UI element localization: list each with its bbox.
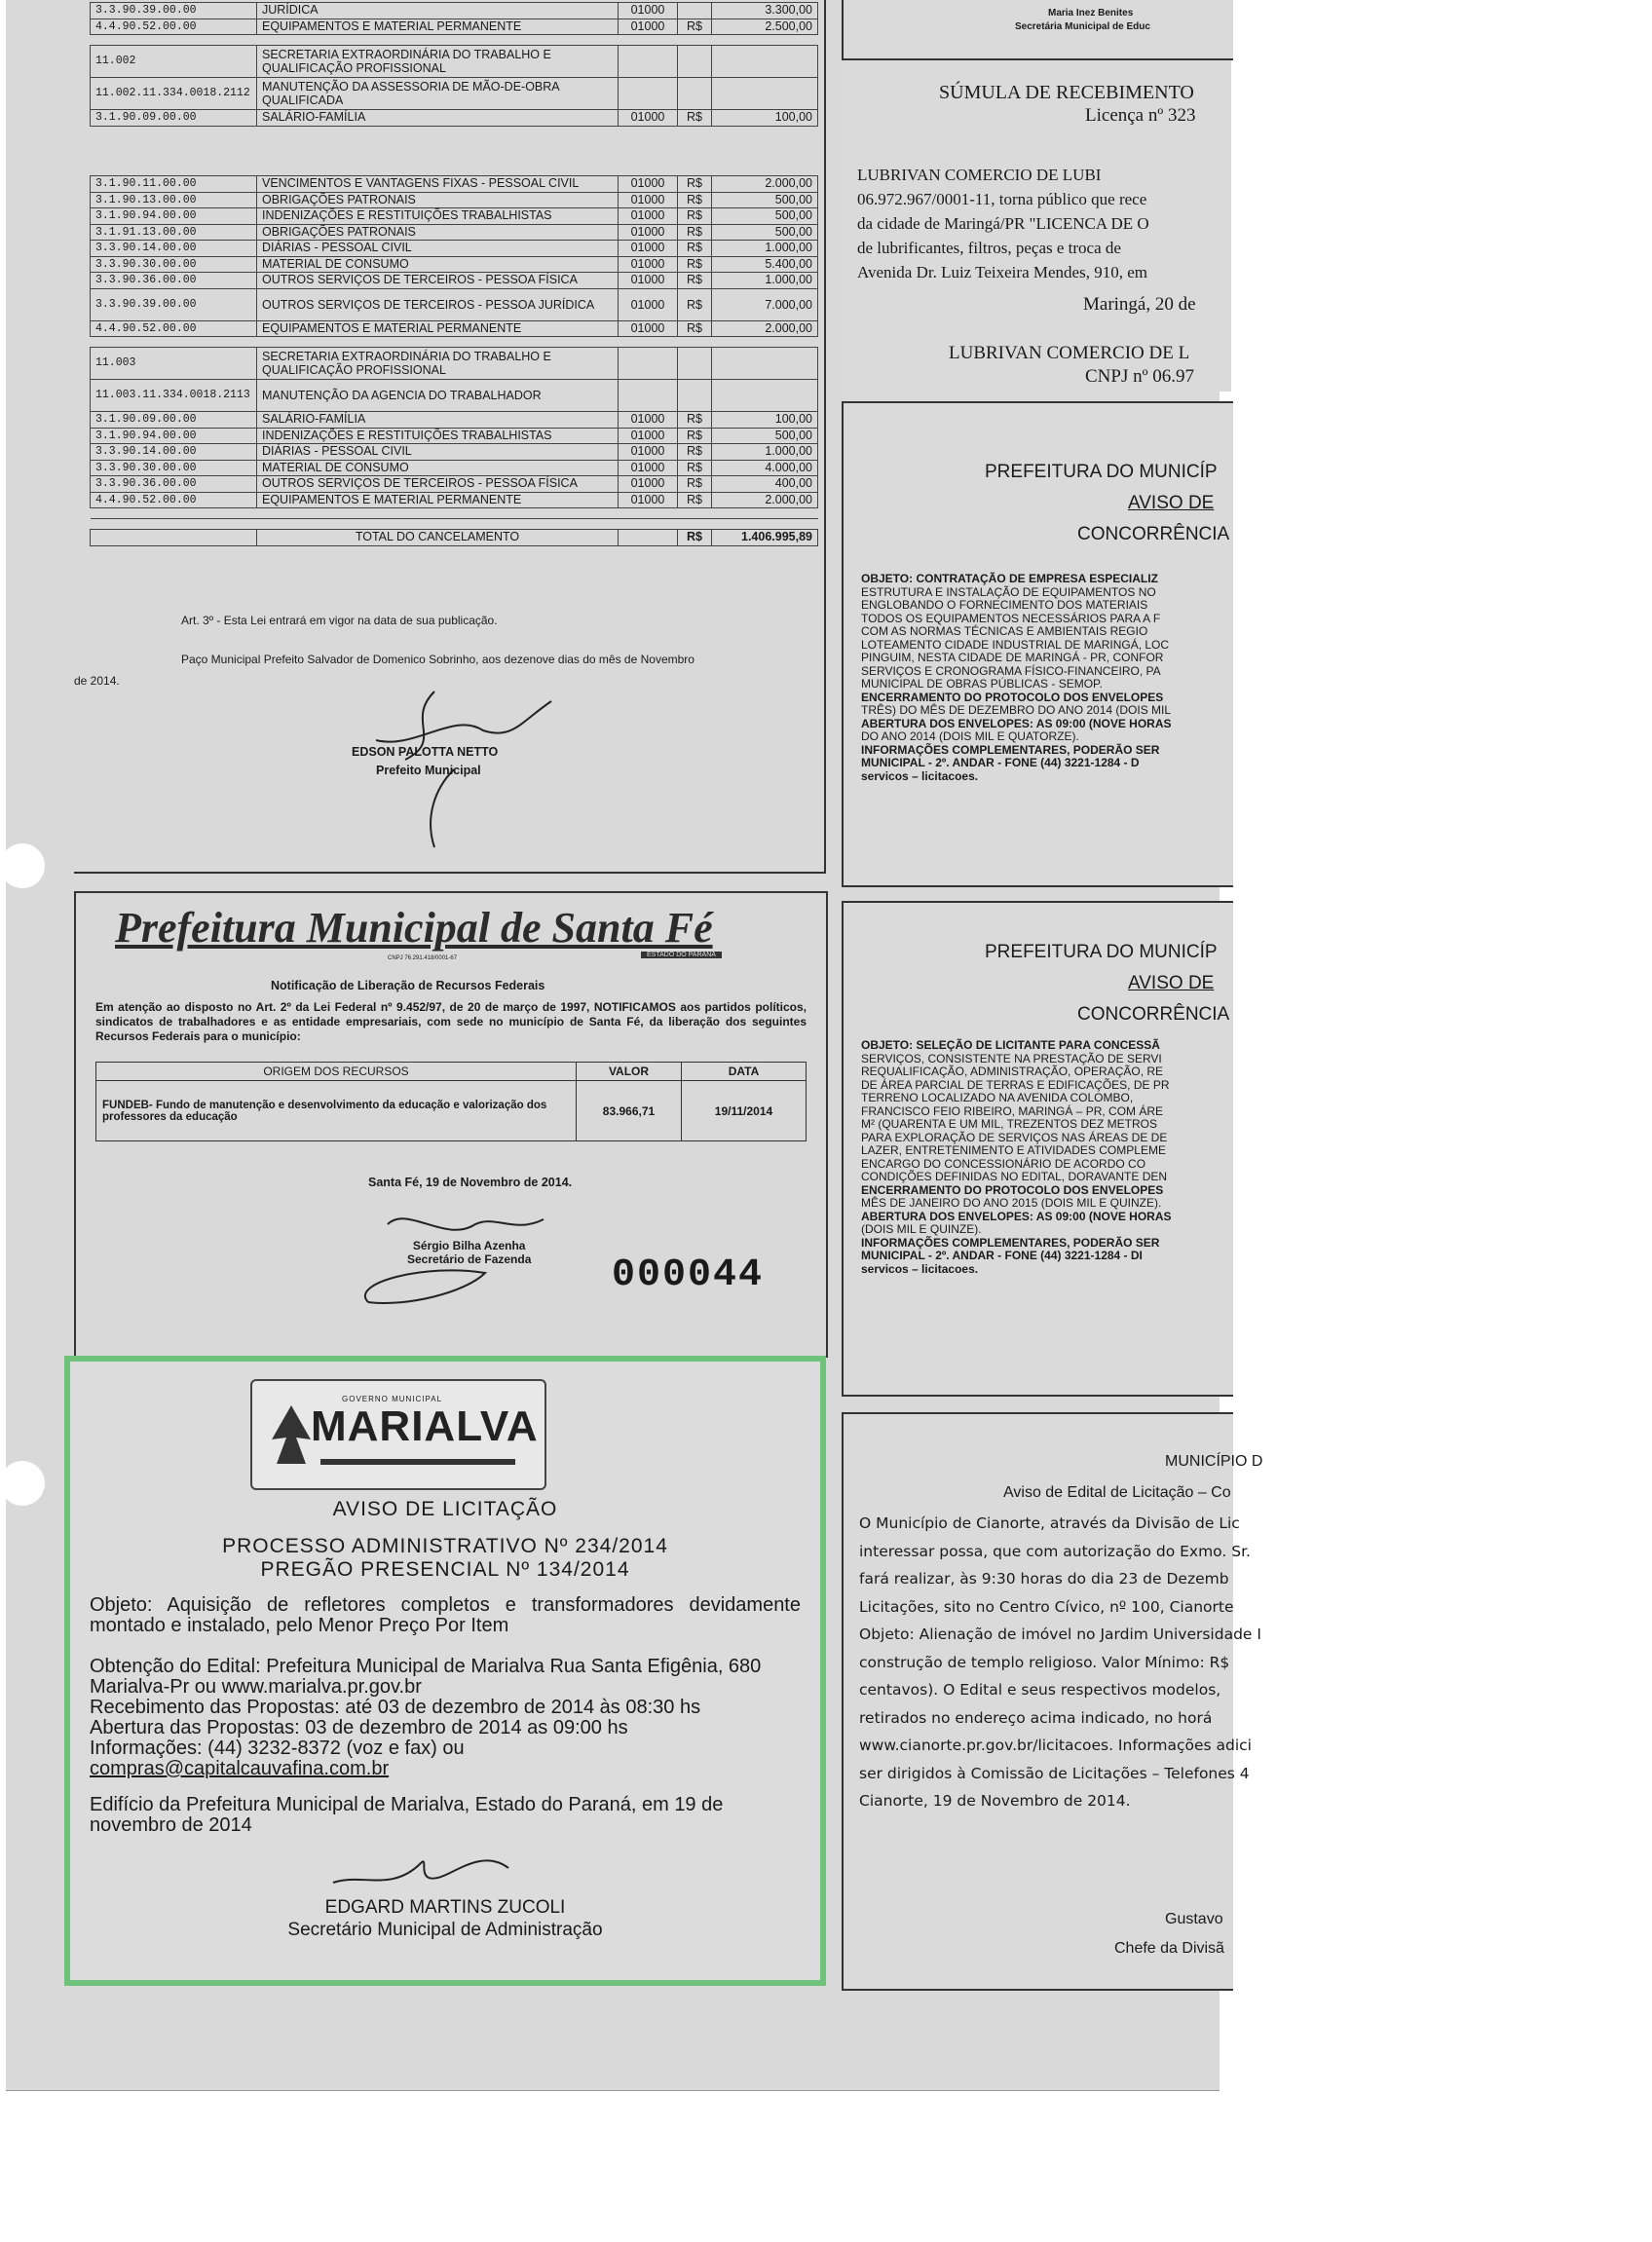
- currency: R$: [678, 19, 712, 35]
- sumula-license: Licença nº 323: [1085, 105, 1196, 126]
- currency: R$: [678, 256, 712, 273]
- value-cell: 83.966,71: [577, 1081, 682, 1141]
- text-line: OBJETO: CONTRATAÇÃO DE EMPRESA ESPECIALIZ: [861, 572, 1158, 585]
- text-line: REQUALIFICAÇÃO, ADMINISTRAÇÃO, OPERAÇÃO, RE: [861, 1065, 1164, 1078]
- source: 01000: [619, 273, 678, 289]
- currency: R$: [678, 460, 712, 476]
- currency: [678, 3, 712, 19]
- text-line: ENCERRAMENTO DO PROTOCOLO DOS ENVELOPES: [861, 690, 1164, 704]
- amount: 500,00: [712, 428, 818, 444]
- account-code: 3.1.90.09.00.00: [91, 412, 257, 429]
- text-line: INFORMAÇÕES COMPLEMENTARES, PODERÃO SER: [861, 1235, 1160, 1250]
- amount: 2.500,00: [712, 19, 818, 35]
- amount: 2.000,00: [712, 176, 818, 193]
- box2-title: PREFEITURA DO MUNICÍP: [985, 942, 1218, 962]
- box3-role: Chefe da Divisã: [1114, 1940, 1224, 1957]
- section-row: [91, 46, 818, 78]
- santa-fe-title: Prefeitura Municipal de Santa Fé: [115, 904, 713, 952]
- source: 01000: [619, 476, 678, 493]
- text-line: www.cianorte.pr.gov.br/licitacoes. Informações adici: [859, 1737, 1252, 1754]
- table-row: [91, 224, 818, 241]
- text-line: Licitações, sito no Centro Cívico, nº 100, Cianorte: [859, 1597, 1234, 1616]
- amount: 2.000,00: [712, 320, 818, 337]
- mayor-name: EDSON PALOTTA NETTO: [352, 745, 499, 759]
- amount: 500,00: [712, 224, 818, 241]
- sumula-company: LUBRIVAN COMERCIO DE L: [949, 343, 1190, 363]
- punch-hole: [0, 843, 45, 888]
- currency: R$: [678, 492, 712, 508]
- amount: 5.400,00: [712, 256, 818, 273]
- zucoli-signature: [323, 1844, 518, 1902]
- source: 01000: [619, 444, 678, 461]
- notice-email[interactable]: compras@capitalcauvafina.com.br: [90, 1758, 390, 1779]
- text-line: MUNICIPAL - 2º. ANDAR - FONE (44) 3221-1284 - DI: [861, 1249, 1143, 1262]
- notice-closing: Edifício da Prefeitura Municipal de Marialva, Estado do Paraná, em 19 de novembro de 2014: [90, 1794, 724, 1836]
- account-code: 3.3.90.14.00.00: [91, 241, 257, 257]
- text-line: fará realizar, às 9:30 horas do dia 23 de Dezemb: [859, 1570, 1229, 1588]
- notice-abertura: Abertura das Propostas: 03 de dezembro de 2014 as 09:00 hs: [90, 1717, 628, 1738]
- account-code: 4.4.90.52.00.00: [91, 492, 257, 508]
- text-line: Objeto: Alienação de imóvel no Jardim Universidade I: [859, 1625, 1261, 1643]
- description: OBRIGAÇÕES PATRONAIS: [257, 192, 619, 208]
- total-value: 1.406.995,89: [712, 530, 818, 546]
- currency: R$: [678, 320, 712, 337]
- description: SALÁRIO-FAMÍLIA: [257, 110, 619, 127]
- account-code: 3.1.90.09.00.00: [91, 110, 257, 127]
- description: VENCIMENTOS E VANTAGENS FIXAS - PESSOAL CIVIL: [257, 176, 619, 193]
- currency: R$: [678, 241, 712, 257]
- text-line: INFORMAÇÕES COMPLEMENTARES, PODERÃO SER: [861, 742, 1160, 757]
- notice-heading: AVISO DE LICITAÇÃO: [332, 1498, 558, 1520]
- col-date-header: DATA: [682, 1063, 807, 1081]
- text-line: M² (QUARENTA E UM MIL, TREZENTOS DEZ METROS: [861, 1117, 1158, 1131]
- text-line: TERRENO LOCALIZADO NA AVENIDA COLOMBO,: [861, 1091, 1134, 1104]
- col-origin-header: ORIGEM DOS RECURSOS: [96, 1063, 577, 1081]
- table-row: [91, 256, 818, 273]
- scanned-page: [6, 0, 1263, 2091]
- box2-aviso: AVISO DE: [1128, 973, 1215, 993]
- description: EQUIPAMENTOS E MATERIAL PERMANENTE: [257, 19, 619, 35]
- amount: 500,00: [712, 208, 818, 225]
- text-line: O Município de Cianorte, através da Divisão de Lic: [859, 1514, 1240, 1532]
- text-line: ENCERRAMENTO DO PROTOCOLO DOS ENVELOPES: [861, 1182, 1164, 1197]
- page-number: 000044: [612, 1253, 765, 1297]
- currency: R$: [678, 428, 712, 444]
- account-code: 3.3.90.36.00.00: [91, 476, 257, 493]
- text-line: MUNICIPAL DE OBRAS PÚBLICAS - SEMOP.: [861, 677, 1103, 691]
- table-row: [91, 3, 818, 19]
- text-line: COM AS NORMAS TÉCNICAS E AMBIENTAIS REGIO: [861, 624, 1148, 638]
- section-code: 11.003.11.334.0018.2113: [91, 380, 257, 412]
- text-line: interessar possa, que com autorização do Exmo. Sr.: [859, 1542, 1251, 1560]
- top-sig-name: Maria Inez Benites: [1048, 8, 1134, 19]
- text-line: LOTEAMENTO CIDADE INDUSTRIAL DE MARINGÁ, LOC: [861, 637, 1170, 652]
- process-number: PROCESSO ADMINISTRATIVO Nº 234/2014: [222, 1535, 668, 1557]
- zucoli-name: EDGARD MARTINS ZUCOLI: [324, 1897, 566, 1918]
- santa-fe-date: Santa Fé, 19 de Novembro de 2014.: [368, 1176, 573, 1189]
- source: 01000: [619, 288, 678, 320]
- box3-title: MUNICÍPIO D: [1165, 1453, 1263, 1470]
- text-line: ABERTURA DOS ENVELOPES: AS 09:00 (NOVE HORAS: [861, 1209, 1172, 1223]
- notice-object: Objeto: Aquisição de refletores completos e transformadores devidamente montado e instalado, pelo Menor Preço Por Item: [90, 1594, 801, 1636]
- currency: R$: [678, 288, 712, 320]
- text-line: PINGUIM, NESTA CIDADE DE MARINGÁ - PR, CONFOR: [861, 651, 1164, 664]
- article-3-text: Art. 3º - Esta Lei entrará em vigor na data de sua publicação.: [181, 614, 498, 627]
- amount: 4.000,00: [712, 460, 818, 476]
- text-line: SERVIÇOS E CRONOGRAMA FÍSICO-FINANCEIRO, PA: [861, 663, 1161, 678]
- table-row: [91, 412, 818, 429]
- table-row: [91, 176, 818, 193]
- box3-signer: Gustavo: [1165, 1911, 1223, 1927]
- state-tag: ESTADO DO PARANÁ: [641, 952, 722, 958]
- text-line: LUBRIVAN COMERCIO DE LUBI: [857, 166, 1102, 184]
- source: 01000: [619, 19, 678, 35]
- table-row: [91, 273, 818, 289]
- section-row: [91, 380, 818, 412]
- account-code: 3.1.90.94.00.00: [91, 428, 257, 444]
- text-line: 06.972.967/0001-11, torna público que rece: [857, 190, 1147, 208]
- account-code: 3.1.91.13.00.00: [91, 224, 257, 241]
- notice-body: Em atenção ao disposto no Art. 2º da Lei Federal nº 9.452/97, de 20 de março de 1997, NOTIFICAMOS aos partidos políticos, sindicatos de trabalhadores e as entidade empresariais, com sede no município de Santa Fé, da liberação dos seguintes Recursos Federais para o município:: [95, 1000, 807, 1043]
- text-line: servicos – licitacoes.: [861, 768, 979, 783]
- zucoli-role: Secretário Municipal de Administração: [287, 1920, 603, 1940]
- currency: R$: [678, 192, 712, 208]
- text-line: TRÊS) DO MÊS DE DEZEMBRO DO ANO 2014 (DOIS MIL: [861, 703, 1172, 717]
- secretary-role: Secretário de Fazenda: [407, 1252, 532, 1266]
- logo-small-text: GOVERNO MUNICIPAL: [342, 1395, 443, 1403]
- account-code: 3.1.90.11.00.00: [91, 176, 257, 193]
- box1-type: CONCORRÊNCIA: [1077, 524, 1230, 544]
- text-line: DE ÁREA PARCIAL DE TERRAS E EDIFICAÇÕES, DE PR: [861, 1077, 1170, 1092]
- account-code: 3.3.90.39.00.00: [91, 288, 257, 320]
- currency: R$: [678, 412, 712, 429]
- source: 01000: [619, 192, 678, 208]
- table-row: [91, 320, 818, 337]
- amount: 400,00: [712, 476, 818, 493]
- currency: R$: [678, 110, 712, 127]
- text-line: TODOS OS EQUIPAMENTOS NECESSÁRIOS PARA A F: [861, 611, 1161, 625]
- description: EQUIPAMENTOS E MATERIAL PERMANENTE: [257, 320, 619, 337]
- currency: R$: [678, 444, 712, 461]
- concorrencia-box-1: [842, 401, 1233, 887]
- text-line: LAZER, ENTRETENIMENTO E ATIVIDADES COMPLEME: [861, 1143, 1166, 1157]
- description: OUTROS SERVIÇOS DE TERCEIROS - PESSOA FÍSICA: [257, 273, 619, 289]
- text-line: (DOIS MIL E QUINZE).: [861, 1222, 982, 1236]
- source: 01000: [619, 428, 678, 444]
- amount: 7.000,00: [712, 288, 818, 320]
- table-row: [91, 476, 818, 493]
- currency: R$: [678, 176, 712, 193]
- amount: 100,00: [712, 412, 818, 429]
- box1-title: PREFEITURA DO MUNICÍP: [985, 462, 1218, 482]
- text-line: Avenida Dr. Luiz Teixeira Mendes, 910, em: [857, 263, 1147, 281]
- account-code: 3.3.90.30.00.00: [91, 460, 257, 476]
- description: DIÁRIAS - PESSOAL CIVIL: [257, 241, 619, 257]
- description: OUTROS SERVIÇOS DE TERCEIROS - PESSOA JURÍDICA: [257, 288, 619, 320]
- notice-info: Informações: (44) 3232-8372 (voz e fax) ou: [90, 1738, 465, 1759]
- currency: R$: [678, 224, 712, 241]
- box2-type: CONCORRÊNCIA: [1077, 1004, 1230, 1025]
- section-row: [91, 78, 818, 110]
- text-line: de lubrificantes, filtros, peças e troca de: [857, 239, 1121, 257]
- logo-underline: [320, 1459, 515, 1465]
- description: OUTROS SERVIÇOS DE TERCEIROS - PESSOA FÍSICA: [257, 476, 619, 493]
- sumula-section: [842, 60, 1231, 392]
- mayor-role: Prefeito Municipal: [376, 764, 481, 777]
- sumula-place: Maringá, 20 de: [1083, 294, 1196, 315]
- amount: 1.000,00: [712, 241, 818, 257]
- text-line: MUNICIPAL - 2º. ANDAR - FONE (44) 3221-1284 - D: [861, 756, 1140, 769]
- text-line: ENCARGO DO CONCESSIONÁRIO DE ACORDO CO: [861, 1156, 1146, 1171]
- secretary-name: Sérgio Bilha Azenha: [412, 1239, 526, 1252]
- account-code: 3.3.90.30.00.00: [91, 256, 257, 273]
- currency: R$: [678, 476, 712, 493]
- section-name: SECRETARIA EXTRAORDINÁRIA DO TRABALHO E QUALIFICAÇÃO PROFISSIONAL: [257, 348, 619, 380]
- santa-fe-notice: [74, 891, 828, 1358]
- box3-sub: Aviso de Edital de Licitação – Co: [1003, 1484, 1231, 1501]
- source: 01000: [619, 3, 678, 19]
- budget-table-main: [90, 175, 818, 546]
- text-line: ABERTURA DOS ENVELOPES: AS 09:00 (NOVE HORAS: [861, 716, 1172, 730]
- notice-title: Notificação de Liberação de Recursos Federais: [271, 979, 545, 992]
- table-row: [91, 444, 818, 461]
- notice-edital: Obtenção do Edital: Prefeitura Municipal de Marialva Rua Santa Efigênia, 680 Marialva-Pr ou www.marialva.pr.gov.br: [90, 1656, 762, 1698]
- table-row: [91, 460, 818, 476]
- secretary-block: [407, 1239, 531, 1266]
- account-code: 3.1.90.13.00.00: [91, 192, 257, 208]
- total-label: TOTAL DO CANCELAMENTO: [257, 530, 619, 546]
- source: 01000: [619, 241, 678, 257]
- text-line: retirados no endereço acima indicado, no horá: [859, 1708, 1213, 1727]
- text-line: MÊS DE JANEIRO DO ANO 2015 (DOIS MIL E QUINZE).: [861, 1196, 1162, 1210]
- currency: R$: [678, 273, 712, 289]
- text-line: CONDIÇÕES DEFINIDAS NO EDITAL, DORAVANTE DEN: [861, 1170, 1168, 1183]
- text-line: construção de templo religioso. Valor Mínimo: R$: [859, 1653, 1230, 1671]
- text-line: DO ANO 2014 (DOIS MIL E QUATORZE).: [861, 729, 1079, 743]
- text-line: Cianorte, 19 de Novembro de 2014.: [859, 1792, 1131, 1810]
- date-cell: 19/11/2014: [682, 1081, 807, 1141]
- description: OBRIGAÇÕES PATRONAIS: [257, 224, 619, 241]
- source: 01000: [619, 176, 678, 193]
- sumula-title: SÚMULA DE RECEBIMENTO: [939, 82, 1194, 103]
- section-code: 11.003: [91, 348, 257, 380]
- source: 01000: [619, 320, 678, 337]
- total-row: [91, 530, 818, 546]
- section-code: 11.002.11.334.0018.2112: [91, 78, 257, 110]
- table-row: [91, 208, 818, 225]
- description: INDENIZAÇÕES E RESTITUIÇÕES TRABALHISTAS: [257, 208, 619, 225]
- table-row: [91, 19, 818, 35]
- table-row: [91, 110, 818, 127]
- pregao-number: PREGÃO PRESENCIAL Nº 134/2014: [260, 1558, 630, 1581]
- description: MATERIAL DE CONSUMO: [257, 460, 619, 476]
- notice-recebimento: Recebimento das Propostas: até 03 de dezembro de 2014 às 08:30 hs: [90, 1697, 701, 1718]
- section-code: 11.002: [91, 46, 257, 78]
- santa-fe-cnpj: CNPJ 76.291.418/0001-67: [388, 955, 458, 961]
- source: 01000: [619, 412, 678, 429]
- budget-table-top: [90, 2, 818, 127]
- amount: 1.000,00: [712, 444, 818, 461]
- account-code: 3.3.90.36.00.00: [91, 273, 257, 289]
- source: 01000: [619, 256, 678, 273]
- text-line: OBJETO: SELEÇÃO DE LICITANTE PARA CONCESSÃ: [861, 1038, 1160, 1052]
- text-line: ESTRUTURA E INSTALAÇÃO DE EQUIPAMENTOS NO: [861, 584, 1156, 599]
- section-name: MANUTENÇÃO DA AGENCIA DO TRABALHADOR: [257, 380, 619, 412]
- account-code: 3.1.90.94.00.00: [91, 208, 257, 225]
- amount: 500,00: [712, 192, 818, 208]
- description: EQUIPAMENTOS E MATERIAL PERMANENTE: [257, 492, 619, 508]
- text-line: ser dirigidos à Comissão de Licitações – Telefones 4: [859, 1764, 1250, 1782]
- top-signature-box: [842, 0, 1233, 60]
- table-row: [91, 428, 818, 444]
- table-row: [91, 192, 818, 208]
- account-code: 4.4.90.52.00.00: [91, 19, 257, 35]
- account-code: 3.3.90.39.00.00: [91, 3, 257, 19]
- table-row: [91, 288, 818, 320]
- top-sig-role: Secretária Municipal de Educ: [1015, 21, 1150, 32]
- text-line: SERVIÇOS, CONSISTENTE NA PRESTAÇÃO DE SERVI: [861, 1051, 1162, 1065]
- budget-cancellation-section: [74, 0, 826, 874]
- description: INDENIZAÇÕES E RESTITUIÇÕES TRABALHISTAS: [257, 428, 619, 444]
- section-name: MANUTENÇÃO DA ASSESSORIA DE MÃO-DE-OBRA QUALIFICADA: [257, 78, 619, 110]
- federal-resources-table: [95, 1062, 807, 1141]
- marialva-bid-notice: [64, 1356, 826, 1986]
- origin-cell: FUNDEB- Fundo de manutenção e desenvolvimento da educação e valorização dos professores da educação: [96, 1081, 577, 1141]
- section-row: [91, 348, 818, 380]
- concorrencia-box-2: [842, 901, 1233, 1397]
- text-line: servicos – licitacoes.: [861, 1261, 979, 1276]
- description: JURÍDICA: [257, 3, 619, 19]
- sumula-cnpj: CNPJ nº 06.97: [1085, 366, 1194, 387]
- currency: R$: [678, 208, 712, 225]
- table-row: [91, 241, 818, 257]
- source: 01000: [619, 208, 678, 225]
- paco-year: de 2014.: [74, 674, 120, 688]
- text-line: da cidade de Maringá/PR "LICENCA DE O: [857, 214, 1149, 233]
- account-code: 3.3.90.14.00.00: [91, 444, 257, 461]
- description: SALÁRIO-FAMÍLIA: [257, 412, 619, 429]
- text-line: PARA EXPLORAÇÃO DE SERVIÇOS NAS ÁREAS DE DE: [861, 1130, 1168, 1144]
- box1-aviso: AVISO DE: [1128, 493, 1215, 513]
- col-value-header: VALOR: [577, 1063, 682, 1081]
- amount: 100,00: [712, 110, 818, 127]
- source: 01000: [619, 492, 678, 508]
- cianorte-box: [842, 1412, 1263, 1991]
- punch-hole: [0, 1461, 45, 1506]
- amount: 2.000,00: [712, 492, 818, 508]
- marialva-logo: [250, 1379, 546, 1490]
- logo-text: MARIALVA: [311, 1402, 539, 1450]
- text-line: FRANCISCO FEIO RIBEIRO, MARINGÁ – PR, COM ÁRE: [861, 1103, 1164, 1118]
- source: 01000: [619, 224, 678, 241]
- amount: 3.300,00: [712, 3, 818, 19]
- description: MATERIAL DE CONSUMO: [257, 256, 619, 273]
- table-row: [91, 492, 818, 508]
- source: 01000: [619, 460, 678, 476]
- text-line: ENGLOBANDO O FORNECIMENTO DOS MATERIAIS: [861, 598, 1148, 612]
- account-code: 4.4.90.52.00.00: [91, 320, 257, 337]
- source: 01000: [619, 110, 678, 127]
- text-line: centavos). O Edital e seus respectivos modelos,: [859, 1681, 1221, 1699]
- paco-text: Paço Municipal Prefeito Salvador de Domenico Sobrinho, aos dezenove dias do mês de Novembro: [181, 653, 695, 666]
- total-currency: R$: [678, 530, 712, 546]
- section-name: SECRETARIA EXTRAORDINÁRIA DO TRABALHO E QUALIFICAÇÃO PROFISSIONAL: [257, 46, 619, 78]
- amount: 1.000,00: [712, 273, 818, 289]
- description: DIÁRIAS - PESSOAL CIVIL: [257, 444, 619, 461]
